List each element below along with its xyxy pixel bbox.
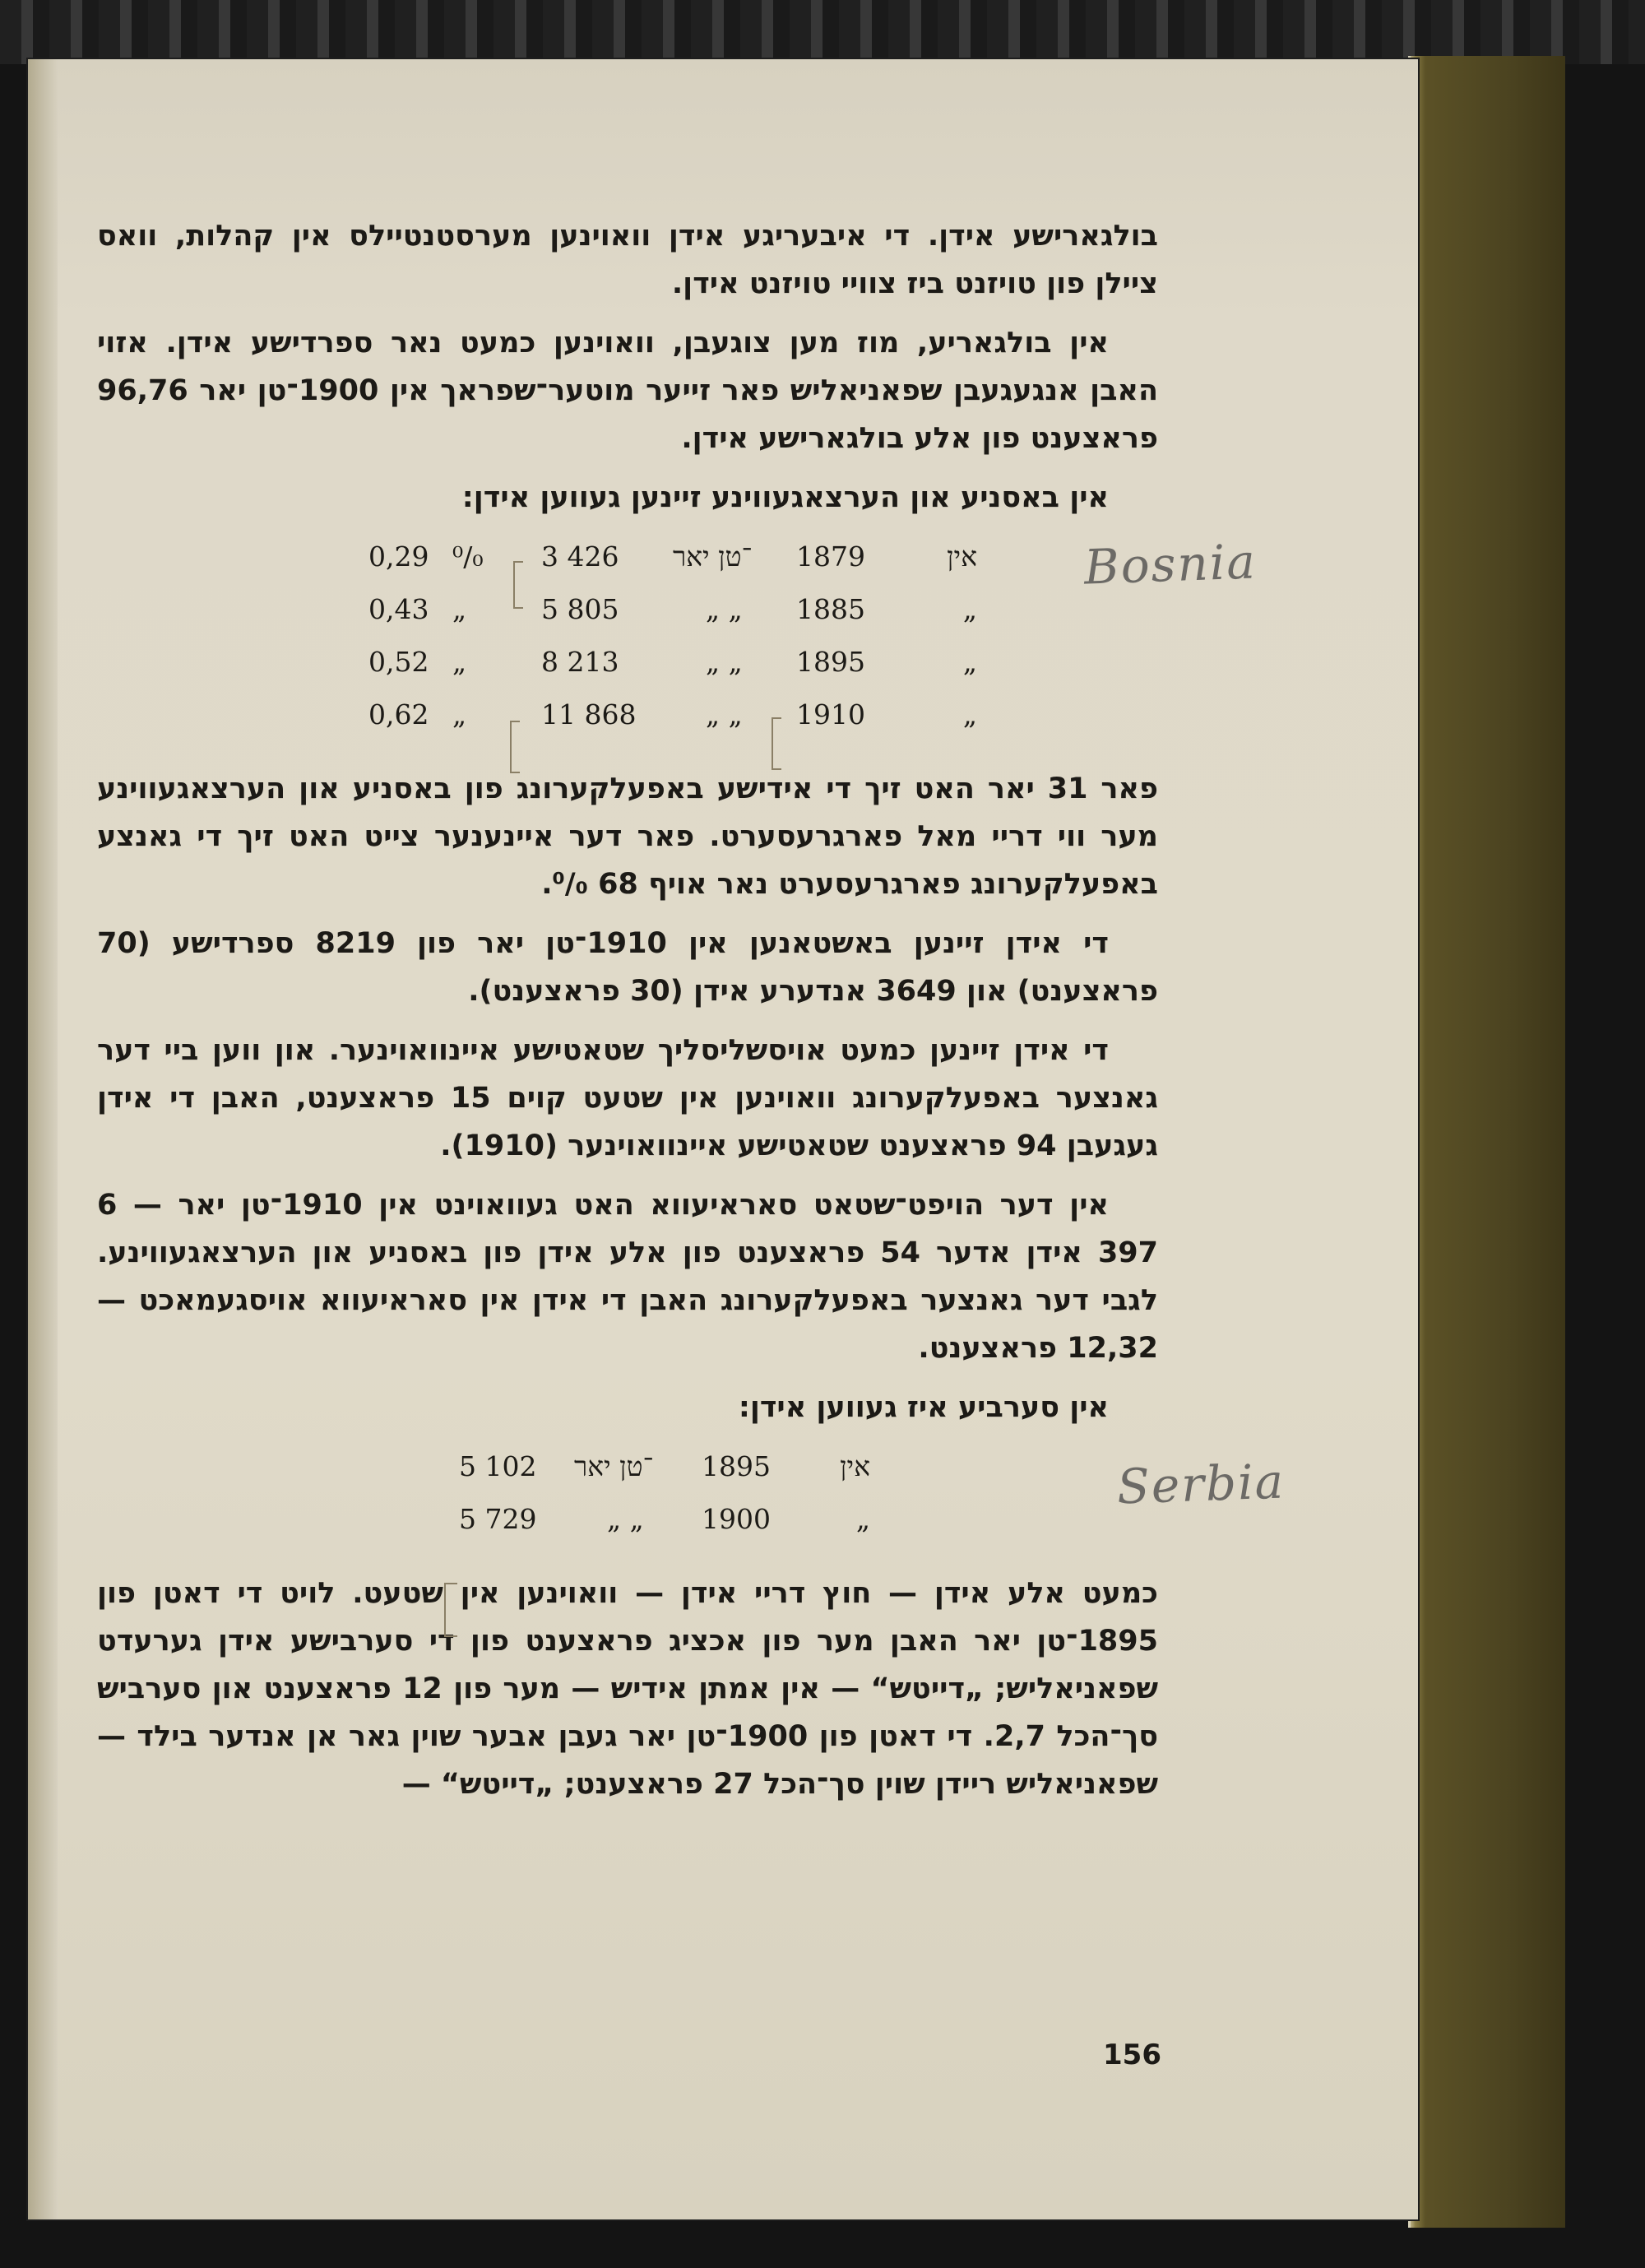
count-cell: 8 213 xyxy=(541,646,619,678)
bosnia-row xyxy=(97,691,1158,742)
paragraph-1: בולגארישע אידן. די איבעריגע אידן וואוינען מערסטנטיילס אין קהלות, וואס ציילן פון טויזנט ביז צוויי טויזנט אידן. xyxy=(97,220,1158,300)
pct-cell: 0,43 xyxy=(368,593,429,625)
year-cell: 1895 xyxy=(796,646,865,678)
count-cell: 3 426 xyxy=(541,540,619,573)
page-text xyxy=(97,212,1158,1820)
paragraph-8: אין סערביע איז געווען אידן: xyxy=(738,1391,1109,1424)
bosnia-table xyxy=(97,533,1158,747)
paragraph-9: כמעט אלע אידן — חוץ דריי אידן — וואוינען אין שטעט. לויט די דאטן פון 1895־טן יאר האבן מער פון אכציג פראצענט פון די סערבישע אידן גערעדט שפאניאליש; „דייטש“ — אין אמתן אידיש — מער פון 12 פראצענט און סערביש סך־הכל 2,7. די דאטן פון 1900־טן יאר געבן אבער שוין גאר אן אנדער בילד — שפאניאליש ריידן שוין סך־הכל 27 פראצענט; „דייטש“ — xyxy=(97,1577,1159,1801)
book-page-edges xyxy=(1408,56,1565,2228)
pencil-bracket xyxy=(513,561,523,609)
suffix-cell: „ „ xyxy=(706,593,743,625)
paragraph-7: אין דער הויפט־שטאט סאראיעווא האט געוואוינט אין 1910־טן יאר — 6 397 אידן אדער 54 פראצענט פון אלע אידן פון באסניע און הערצאגעווינע. לגבי דער גאנצער באפעלקערונג האבן די אידן אין סאראיעווא אויסגעמאכט — 12,32 פראצענט. xyxy=(97,1189,1158,1365)
serbia-row xyxy=(97,1443,1158,1494)
label-cell: „ xyxy=(855,1503,870,1535)
pct-cell: 0,62 xyxy=(368,698,429,730)
page-gutter xyxy=(28,59,58,2219)
pct-sign: „ xyxy=(452,646,467,678)
suffix-cell: ־טן יאר xyxy=(673,540,753,573)
serbia-table xyxy=(97,1443,1158,1555)
year-cell: 1885 xyxy=(796,593,865,625)
bosnia-row xyxy=(97,638,1158,689)
pct-sign: „ xyxy=(452,593,467,625)
suffix-cell: ־טן יאר xyxy=(574,1450,654,1482)
year-cell: 1910 xyxy=(796,698,865,730)
label-cell: אין xyxy=(947,540,977,573)
year-cell: 1879 xyxy=(796,540,865,573)
pencil-annotation-bosnia: Bosnia xyxy=(1082,533,1258,596)
year-cell: 1900 xyxy=(702,1503,771,1535)
pencil-bracket xyxy=(444,1583,457,1637)
count-cell: 5 805 xyxy=(541,593,619,625)
pencil-bracket xyxy=(772,717,781,770)
paragraph-5: די אידן זיינען באשטאנען אין 1910־טן יאר פון 8219 ספרדישע (70 פראצענט) און 3649 אנדערע אידן (30 פראצענט). xyxy=(97,927,1158,1008)
label-cell: „ xyxy=(962,593,977,625)
label-cell: „ xyxy=(962,698,977,730)
paragraph-3: אין באסניע און הערצאגעווינע זיינען געווען אידן: xyxy=(461,481,1109,514)
pct-sign: „ xyxy=(452,698,467,730)
count-cell: 11 868 xyxy=(541,698,637,730)
scan-top-edge xyxy=(0,0,1645,64)
suffix-cell: „ „ xyxy=(607,1503,644,1535)
serbia-row xyxy=(97,1496,1158,1547)
label-cell: „ xyxy=(962,646,977,678)
paragraph-2: אין בולגאריע, מוז מען צוגעבן, וואוינען כמעט נאר ספרדישע אידן. אזוי האבן אנגעגעבן שפאניאליש פאר זייער מוטער־שפראך אין 1900־טן יאר 96,76 פראצענט פון אלע בולגארישע אידן. xyxy=(97,327,1158,455)
count-cell: 5 102 xyxy=(459,1450,537,1482)
pct-cell: 0,29 xyxy=(368,540,429,573)
suffix-cell: „ „ xyxy=(706,646,743,678)
paragraph-6: די אידן זיינען כמעט אויסשליסליך שטאטישע איינוואוינער. און ווען ביי דער גאנצער באפעלקערונג וואוינען אין שטעט קוים 15 פראצענט, האבן די אידן געגעבן 94 פראצענט שטאטישע איינוואוינער (1910). xyxy=(97,1034,1158,1162)
bosnia-row xyxy=(97,586,1158,637)
pct-cell: 0,52 xyxy=(368,646,429,678)
pencil-bracket xyxy=(510,721,520,773)
bosnia-row xyxy=(97,533,1158,584)
suffix-cell: „ „ xyxy=(706,698,743,730)
pct-sign: ⁰/₀ xyxy=(452,540,484,573)
page-number: 156 xyxy=(1103,2038,1161,2071)
year-cell: 1895 xyxy=(702,1450,771,1482)
pencil-annotation-serbia: Serbia xyxy=(1115,1453,1286,1515)
label-cell: אין xyxy=(840,1450,870,1482)
paragraph-4: פאר 31 יאר האט זיך די אידישע באפעלקערונג פון באסניע און הערצאגעווינע מער ווי דריי מאל פארגרעסערט. פאר דער איינענער צייט האט זיך די גאנצע באפעלקערונג פארגרעסערט נאר אויף 68 ⁰/₀. xyxy=(97,772,1159,901)
count-cell: 5 729 xyxy=(459,1503,537,1535)
